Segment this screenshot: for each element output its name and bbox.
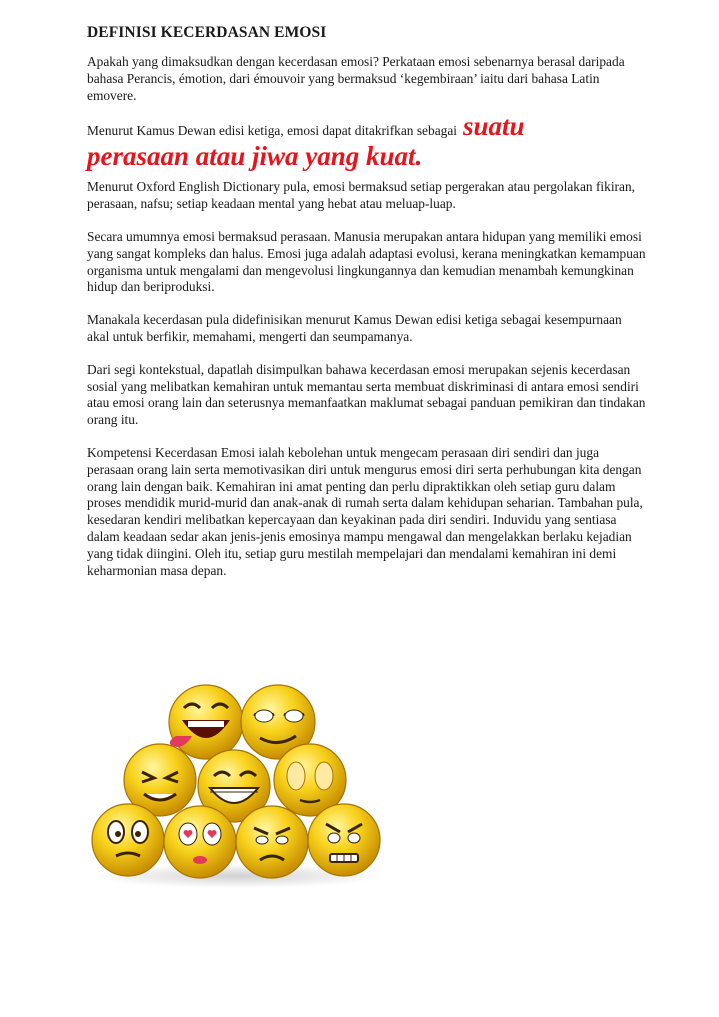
document-body xyxy=(87,24,647,595)
paragraph-kompetensi: Kompetensi Kecerdasan Emosi ialah kebolehan untuk mengecam perasaan diri sendiri dan juga perasaan orang lain serta memotivasikan diri untuk mengurus emosi diri serta perhubungan kita dengan orang lain dengan baik. Kemahiran ini amat penting dan perlu dipraktikkan oleh setiap guru dalam proses mendidik murid-murid dan anak-anak di rumah serta dalam kehidupan seharian. Tambahan pula, kesedaran kendiri melibatkan kepercayaan dan keyakinan pada diri sendiri. Induvidu yang sentiasa dalam keadaan sedar akan jenis-jenis emosinya mampu mengawal dan mengelakkan berlaku kejadian yang tidak diingini. Oleh itu, setiap guru mestilah mempelajari dan mendalami kemahiran ini demi keharmonian masa depan. xyxy=(87,444,643,578)
paragraph-etymology: Apakah yang dimaksudkan dengan kecerdasan emosi? Perkataan emosi sebenarnya berasal daripada bahasa Perancis, émotion, dari émouvoir yang bermaksud ‘kegembiraan’ iaitu dari bahasa Latin emovere. xyxy=(87,54,625,103)
paragraph-kecerdasan: Manakala kecerdasan pula didefinisikan menurut Kamus Dewan edisi ketiga sebagai kesempurnaan akal untuk berfikir, memahami, mengerti dan seumpamanya. xyxy=(87,312,622,344)
emphasis-perasaan: perasaan atau jiwa yang kuat. xyxy=(87,141,423,172)
surprised-face-icon xyxy=(92,804,164,876)
paragraph-kamus-dewan-lead: Menurut Kamus Dewan edisi ketiga, emosi dapat ditakrifkan sebagai xyxy=(87,123,457,139)
emoticon-faces-image xyxy=(88,680,388,895)
paragraph-kontekstual: Dari segi kontekstual, dapatlah disimpulkan bahawa kecerdasan emosi merupakan sejenis kecerdasan sosial yang melibatkan kemahiran untuk memantau serta membuat diskriminasi di antara emosi sendiri atau emosi orang lain dan seterusnya memanfaatkan maklumat sebagai panduan pemikiran dan tindakan orang itu. xyxy=(87,361,646,428)
paragraph-oxford: Menurut Oxford English Dictionary pula, emosi bermaksud setiap pergerakan atau pergolakan fikiran, perasaan, nafsu; setiap keadaan mental yang hebat atau meluap-luap. xyxy=(87,179,635,212)
paragraph-kamus-dewan xyxy=(87,111,647,171)
paragraph-umumnya: Secara umumnya emosi bermaksud perasaan. Manusia merupakan antara hidupan yang memiliki emosi yang sangat kompleks dan halus. Emosi juga adalah adaptasi evolusi, kerana meningkatkan kemampuan organisma untuk mengalami dan mengevolusi lingkungannya dan kemudian menambah kemungkinan hidup dan beriproduksi. xyxy=(87,228,646,295)
annoyed-face-icon xyxy=(236,806,308,878)
angry-face-icon xyxy=(308,804,380,876)
love-face-icon xyxy=(164,806,236,878)
emphasis-suatu: suatu xyxy=(463,111,525,142)
emoticon-faces-icon xyxy=(88,680,388,895)
laughing-tongue-face-icon xyxy=(169,685,243,759)
document-title: DEFINISI KECERDASAN EMOSI xyxy=(87,24,327,41)
